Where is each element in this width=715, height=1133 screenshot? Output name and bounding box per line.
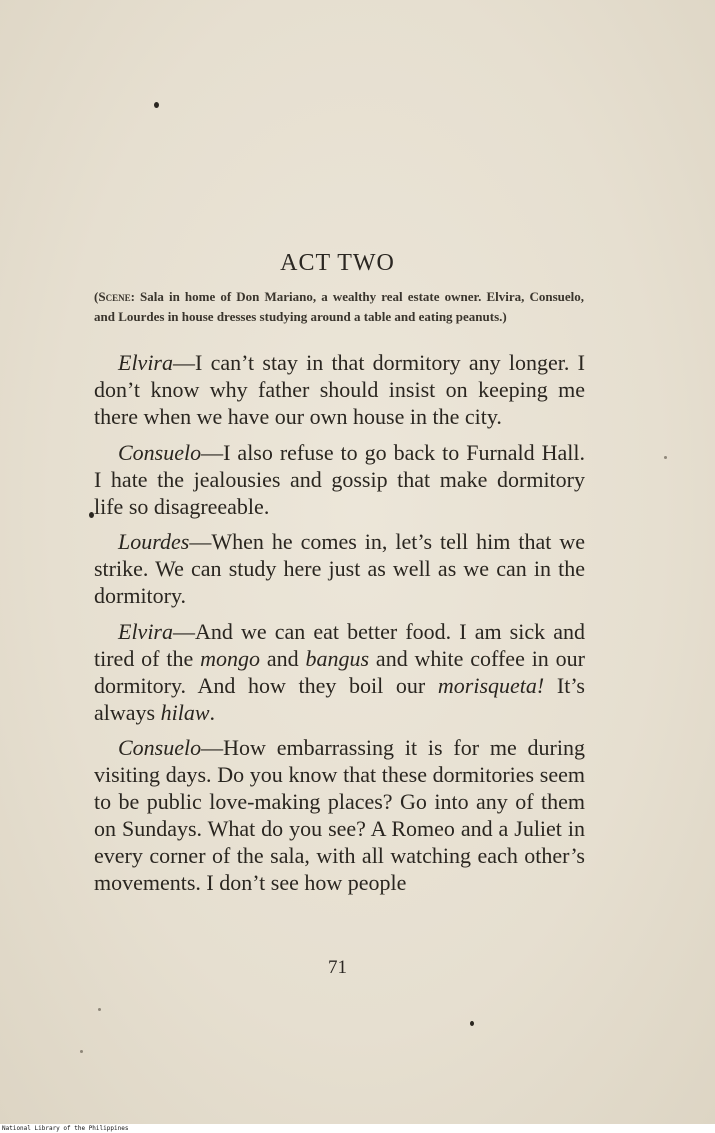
paper-blemish [80,1050,83,1053]
speaker-name: Elvira [118,618,173,644]
act-heading: ACT TWO [280,250,395,276]
library-watermark: National Library of the Philippines [0,1124,715,1133]
italic-term: bangus [305,645,370,671]
speaker-name: Elvira [118,350,173,375]
speaker-name: Consuelo [118,439,202,465]
dialogue-paragraph: Consuelo—I also refuse to go back to Furnald Hall. I hate the jealousies and gossip that make dormitory life so disagreeable. [94,439,585,519]
dialogue-text: I also refuse to go back to Furnald Hall. I hate the jealousies and gossip that make dormitory life so disagreeable. [94,439,585,519]
paper-blemish [664,456,667,459]
italic-term: morisqueta! [437,672,545,698]
speaker-name: Lourdes [118,529,190,554]
scene-label: Scene [98,289,131,304]
speaker-name: Consuelo [118,735,202,760]
ink-speck [154,102,159,108]
page-number: 71 [328,957,347,978]
dialogue-paragraph: Consuelo—How embarrassing it is for me during visiting days. Do you know that these dormitories seem to be public love-making places? Go into any of them on Sundays. What do you see? A Romeo and a Juliet in every corner of the sala, with all watching each other’s movements. I don’t see how people [94,735,585,895]
scene-open-paren: ( [94,289,99,304]
dialogue-text: How embarrassing it is for me during visiting days. Do you know that these dormitories seem to be public love-making places? Go into any of them on Sundays. What do you see? A Romeo and a Juliet in every corner of the sala, with all watching each other’s movements. I don’t see how people [94,735,585,895]
dialogue-text: When he comes in, let’s tell him that we strike. We can study here just as well as we can in the dormitory. [94,529,585,608]
dialogue-body [94,349,585,905]
paper-blemish [98,1008,101,1011]
dialogue-paragraph: Elvira—And we can eat better food. I am sick and tired of the mongo and bangus and white coffee in our dormitory. And how they boil our morisqueta! It’s always hilaw. [94,618,585,725]
scene-text: : Sala in home of Don Mariano, a wealthy real estate owner. Elvira, Consuelo, and Lourdes in house dresses studying around a table and eating peanuts.) [94,289,584,324]
italic-term: mongo [200,645,260,671]
dialogue-text: I can’t stay in that dormitory any longer. I don’t know why father should insist on keeping me there when we have our own house in the city. [94,350,585,429]
scene-direction [94,287,584,326]
dialogue-text: And we can eat better food. I am sick and tired of the [94,618,585,671]
italic-term: hilaw [160,699,210,725]
dialogue-paragraph: Lourdes—When he comes in, let’s tell him that we strike. We can study here just as well as we can in the dormitory. [94,529,585,608]
ink-speck [470,1021,474,1026]
dialogue-paragraph: Elvira—I can’t stay in that dormitory any longer. I don’t know why father should insist on keeping me there when we have our own house in the city. [94,350,585,429]
